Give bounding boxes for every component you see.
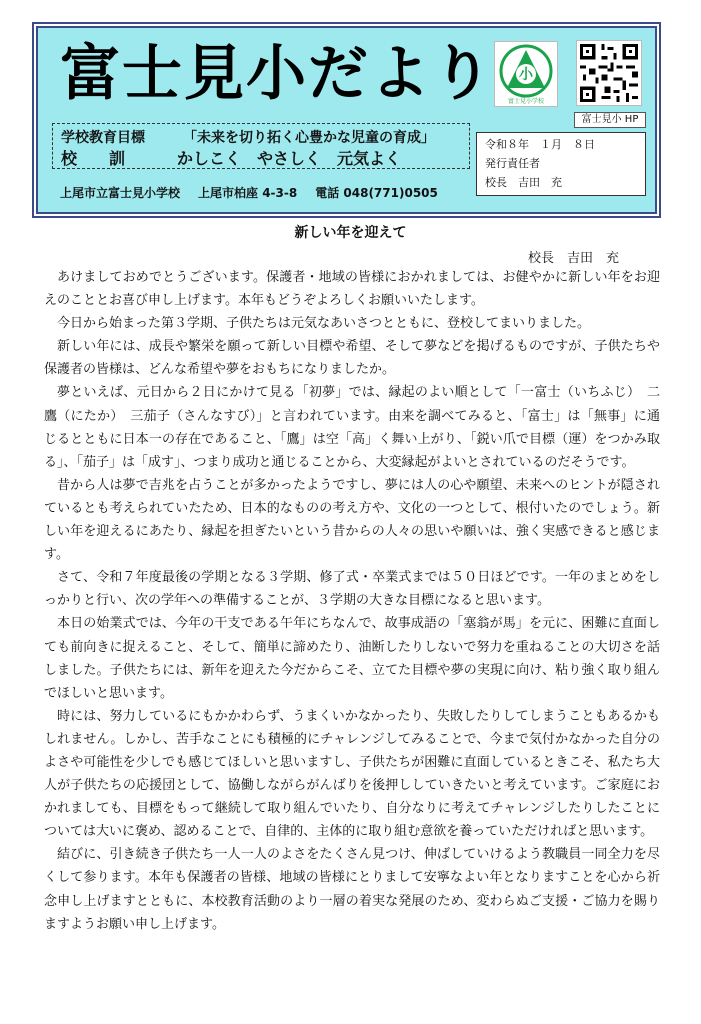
publish-info-box [476,132,646,196]
publisher-name: 校長 吉田 充 [485,176,562,189]
newsletter-header [36,26,657,214]
school-motto-label: 校 訓 [61,149,126,168]
qr-code-svg [577,41,641,105]
paragraph: 昔から人は夢で吉兆を占うことが多かったようですし、夢には人の心や願望、未来へのヒントが隠されているとも考えられていたため、日本的なものの考え方や、文化の一つとして、根付いたのでしょう。新しい年を迎えるにあたり、縁起を担ぎたいという昔からの人々の思いや願いは、強く実感できると感じます。 [44,477,660,563]
paragraph: 夢といえば、元日から２日にかけて見る「初夢」では、縁起のよい順として「一富士（いちふじ） 二鷹（にたか） 三茄子（さんなすび）」と言われています。由来を調べてみると、「富士」は「無事」に通じるとともに日本一の存在であること、「鷹」は空「高」く舞い上がり、「鋭い爪で目標（運）をつかみ取る」、「茄子」は「成す」、つまり成功と通じることから、大変縁起がよいとされているのだそうです。 [44,385,660,470]
publisher-role: 発行責任者 [485,157,540,170]
article-body [44,266,660,936]
paragraph: 時には、努力しているにもかかわらず、うまくいかなかったり、失敗したりしてしまうこともあるかもしれません。しかし、苦手なことにも積極的にチャレンジしてみることで、今まで気付かなかった自分のよさや可能性を少しでも感じてほしいと思いますし、子供たちが困難に直面しているときこそ、私たち大人が子供たちの応援団として、協働しながらがんばりを後押ししていきたいと考えています。ご家庭におかれましても、目標をもって継続して取り組んでいたり、自分なりに考えてチャレンジしたりしたことについては大いに褒め、認めることで、自律的、主体的に取り組む意欲を養っていただければと思います。 [44,708,660,840]
school-motto-text: かしこく やさしく 元気よく [177,149,402,168]
school-emblem-icon [494,41,558,107]
paragraph: あけましておめでとうございます。保護者・地域の皆様におかれましては、お健やかに新しい年をお迎えのこととお喜び申し上げます。本年もどうぞよろしくお願いいたします。 [44,270,660,309]
paragraph: 新しい年には、成長や繁栄を願って新しい目標や希望、そして夢などを掲げるものですが、子供たちや保護者の皆様は、どんな希望や夢をおもちになりましたか。 [44,339,660,378]
school-emblem-svg [495,42,557,106]
education-goal-text: 「未来を切り拓く心豊かな児童の育成」 [183,130,435,146]
education-goal-row [61,127,435,147]
article-title: 新しい年を迎えて [294,225,407,241]
school-address: 上尾市柏座 4-3-8 [198,186,298,200]
newsletter-title: 富士見小だより [60,39,494,109]
school-name: 上尾市立富士見小学校 [60,186,181,200]
paragraph: 今日から始まった第３学期、子供たちは元気なあいさつとともに、登校してまいりました。 [57,316,591,332]
paragraph: 本日の始業式では、今年の干支である午年にちなんで、故事成語の「塞翁が馬」を元に、困難に直面しても前向きに捉えること、そして、簡単に諦めたり、油断したりしないで努力を重ねることの大切さを話しました。子供たちには、新年を迎えた今だからこそ、立てた目標や夢の実現に向け、粘り強く取り組んでほしいと思います。 [44,616,660,701]
paragraph: さて、令和７年度最後の学期となる３学期、修了式・卒業式までは５０日ほどです。一年のまとめをしっかりと行い、次の学年への準備することが、３学期の大きな目標になると思います。 [44,570,660,609]
school-phone: 電話 048(771)0505 [315,186,438,200]
school-info [60,184,456,201]
school-motto-row [61,146,401,169]
emblem-char: 小 [519,67,533,83]
paragraph: 結びに、引き続き子供たち一人一人のよさをたくさん見つけ、伸ばしていけるよう教職員一同全力を尽くして参ります。本年も保護者の皆様、地域の皆様にとりまして安寧なよい年となりますことを心から祈念申し上げますとともに、本校教育活動のより一層の着実な発展のため、変わらぬご支援・ご協力を賜りますようお願い申し上げます。 [44,847,660,932]
article-author: 校長 吉田 充 [528,251,620,266]
education-goal-label: 学校教育目標 [61,130,145,146]
school-goals-box [52,123,470,169]
homepage-label: 富士見小 HP [574,112,646,128]
emblem-caption: 富士見小学校 [507,98,545,105]
qr-code-icon[interactable] [576,40,642,106]
publish-date: 令和８年 １月 ８日 [485,138,595,151]
